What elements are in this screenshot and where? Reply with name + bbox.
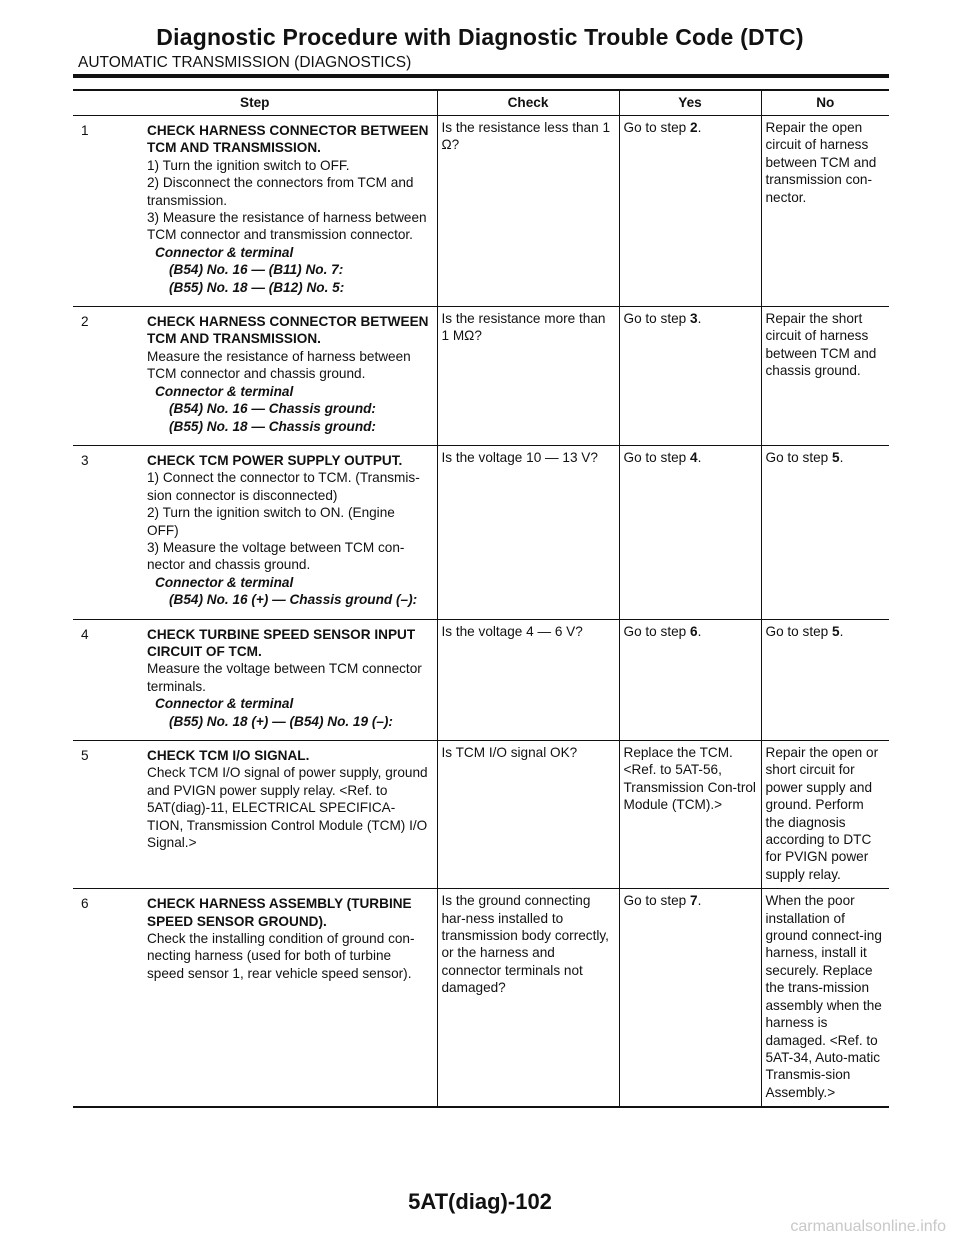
- step-number: 3: [81, 452, 89, 468]
- step-title: CHECK HARNESS ASSEMBLY (TURBINE SPEED SENSOR GROUND).: [147, 896, 412, 929]
- connector-terminal-spec: (B55) No. 18 — Chassis ground:: [169, 418, 376, 434]
- yes-text: Replace the TCM. <Ref. to 5AT-56, Transmission Con-trol Module (TCM).>: [623, 745, 756, 813]
- no-text: Repair the open circuit of harness between TCM and transmission con-nector.: [765, 120, 877, 205]
- step-title: CHECK TCM POWER SUPPLY OUTPUT.: [147, 452, 403, 468]
- step-instruction: 1) Turn the ignition switch to OFF.: [147, 157, 350, 173]
- yes-text-end: .: [697, 311, 702, 327]
- yes-cell: [619, 307, 761, 446]
- header-rule: [73, 74, 889, 78]
- table-header-row: [73, 90, 889, 116]
- check-cell: Is the resistance less than 1 Ω?: [437, 116, 619, 307]
- watermark: carmanualsonline.info: [790, 1218, 946, 1235]
- connector-terminal-heading: Connector & terminal: [155, 696, 294, 712]
- step-cell: [73, 307, 437, 446]
- connector-terminal-heading: Connector & terminal: [155, 383, 294, 399]
- table-row: [73, 445, 889, 619]
- step-number: 5: [81, 748, 89, 763]
- step-instruction: Measure the resistance of harness between TCM connector and chassis ground.: [147, 348, 411, 382]
- no-text: When the poor installation of ground connect-ing harness, install it securely. Replace the trans-mission assembly when the harness is damaged. <Ref. to 5AT-34, Auto-matic Transmis-sion Assembly.>: [765, 893, 882, 1100]
- check-cell: Is the voltage 4 — 6 V?: [437, 619, 619, 740]
- step-instruction: 2) Turn the ignition switch to ON. (Engine OFF): [147, 505, 395, 538]
- no-text: Repair the short circuit of harness between TCM and chassis ground.: [765, 311, 877, 379]
- column-header-no: No: [761, 90, 889, 116]
- yes-step-ref: 4: [690, 449, 698, 465]
- table-row: [73, 619, 889, 740]
- yes-text-end: .: [697, 449, 702, 465]
- step-number: 6: [81, 896, 89, 912]
- step-instruction: Check TCM I/O signal of power supply, ground and PVIGN power supply relay. <Ref. to 5AT(diag)-11, ELECTRICAL SPECIFICA-TION, Transmission Control Module (TCM) I/O Signal.>: [147, 765, 428, 851]
- step-body: [147, 895, 429, 982]
- step-title: CHECK TURBINE SPEED SENSOR INPUT CIRCUIT OF TCM.: [147, 626, 416, 659]
- step-cell: [73, 445, 437, 619]
- check-cell: Is TCM I/O signal OK?: [437, 741, 619, 889]
- check-cell: Is the resistance more than 1 MΩ?: [437, 307, 619, 446]
- no-cell: [761, 307, 889, 446]
- step-instruction: Measure the voltage between TCM connector terminals.: [147, 661, 422, 694]
- connector-terminal-spec: (B54) No. 16 — (B11) No. 7:: [169, 262, 344, 278]
- step-instruction: Check the installing condition of ground con-necting harness (used for both of turbine speed sensor 1, rear vehicle speed sensor).: [147, 931, 415, 981]
- step-content: [77, 744, 433, 856]
- step-content: [77, 623, 433, 735]
- connector-terminal-spec: (B54) No. 16 — Chassis ground:: [169, 401, 376, 417]
- step-content: [77, 892, 433, 987]
- step-title: CHECK TCM I/O SIGNAL.: [147, 748, 310, 763]
- no-cell: [761, 116, 889, 307]
- no-text-end: .: [839, 623, 844, 639]
- step-cell: [73, 741, 437, 889]
- page-title: Diagnostic Procedure with Diagnostic Trouble Code (DTC): [156, 24, 804, 50]
- check-cell: Is the ground connecting har-ness installed to transmission body correctly, or the harness and connector terminals not damaged?: [437, 889, 619, 1107]
- yes-text: Go to step: [623, 893, 690, 909]
- no-text: Go to step: [765, 623, 832, 639]
- yes-step-ref: 7: [690, 893, 698, 909]
- step-number: 4: [81, 626, 89, 642]
- connector-terminal-spec: (B54) No. 16 (+) — Chassis ground (–):: [169, 592, 418, 608]
- table-row: [73, 116, 889, 307]
- connector-terminal-heading: Connector & terminal: [155, 244, 294, 260]
- no-text: Repair the open or short circuit for power supply and ground. Perform the diagnosis according to DTC for PVIGN power supply relay.: [765, 745, 879, 882]
- connector-terminal-spec: (B55) No. 18 — (B12) No. 5:: [169, 279, 345, 295]
- step-number: 1: [81, 123, 89, 138]
- step-content: [77, 310, 433, 440]
- table-row: [73, 307, 889, 446]
- no-cell: [761, 619, 889, 740]
- step-cell: [73, 116, 437, 307]
- step-cell: [73, 889, 437, 1107]
- connector-terminal-heading: Connector & terminal: [155, 574, 294, 590]
- step-number: 2: [81, 314, 89, 330]
- yes-text: Go to step: [623, 449, 690, 465]
- step-body: [147, 313, 429, 435]
- yes-cell: [619, 889, 761, 1107]
- step-body: [147, 747, 429, 851]
- yes-cell: [619, 741, 761, 889]
- step-instruction: 3) Measure the voltage between TCM con-nector and chassis ground.: [147, 539, 405, 573]
- section-heading: AUTOMATIC TRANSMISSION (DIAGNOSTICS): [78, 54, 412, 71]
- connector-terminal-spec: (B55) No. 18 (+) — (B54) No. 19 (–):: [169, 713, 393, 729]
- diagnostic-table: [73, 89, 889, 1108]
- page-number: 5AT(diag)-102: [408, 1189, 552, 1214]
- yes-step-ref: 3: [690, 311, 698, 327]
- no-step-ref: 5: [832, 449, 840, 465]
- column-header-yes: Yes: [619, 90, 761, 116]
- step-content: [77, 449, 433, 614]
- column-header-step: Step: [73, 90, 437, 116]
- no-text: Go to step: [765, 449, 832, 465]
- yes-cell: [619, 116, 761, 307]
- step-body: [147, 626, 429, 730]
- column-header-check: Check: [437, 90, 619, 116]
- yes-cell: [619, 619, 761, 740]
- no-text-end: .: [839, 449, 844, 465]
- step-title: CHECK HARNESS CONNECTOR BETWEEN TCM AND TRANSMISSION.: [147, 123, 429, 156]
- no-cell: [761, 741, 889, 889]
- yes-text: Go to step: [623, 120, 690, 135]
- no-cell: [761, 889, 889, 1107]
- yes-text-end: .: [697, 623, 702, 639]
- table-body: [73, 116, 889, 1108]
- no-step-ref: 5: [832, 623, 840, 639]
- step-content: [77, 119, 433, 301]
- step-body: [147, 452, 429, 609]
- yes-text: Go to step: [623, 311, 690, 327]
- step-instruction: 3) Measure the resistance of harness between TCM connector and transmission connector.: [147, 210, 427, 243]
- yes-step-ref: 2: [690, 120, 698, 135]
- step-cell: [73, 619, 437, 740]
- table-row: [73, 741, 889, 889]
- table-row: [73, 889, 889, 1107]
- no-cell: [761, 445, 889, 619]
- step-instruction: 2) Disconnect the connectors from TCM and transmission.: [147, 175, 414, 208]
- step-title: CHECK HARNESS CONNECTOR BETWEEN TCM AND TRANSMISSION.: [147, 314, 429, 347]
- yes-text-end: .: [697, 120, 702, 135]
- step-body: [147, 122, 429, 296]
- yes-step-ref: 6: [690, 623, 698, 639]
- check-cell: Is the voltage 10 — 13 V?: [437, 445, 619, 619]
- step-instruction: 1) Connect the connector to TCM. (Transmis-sion connector is disconnected): [147, 470, 420, 503]
- yes-cell: [619, 445, 761, 619]
- yes-text-end: .: [697, 893, 702, 909]
- yes-text: Go to step: [623, 623, 690, 639]
